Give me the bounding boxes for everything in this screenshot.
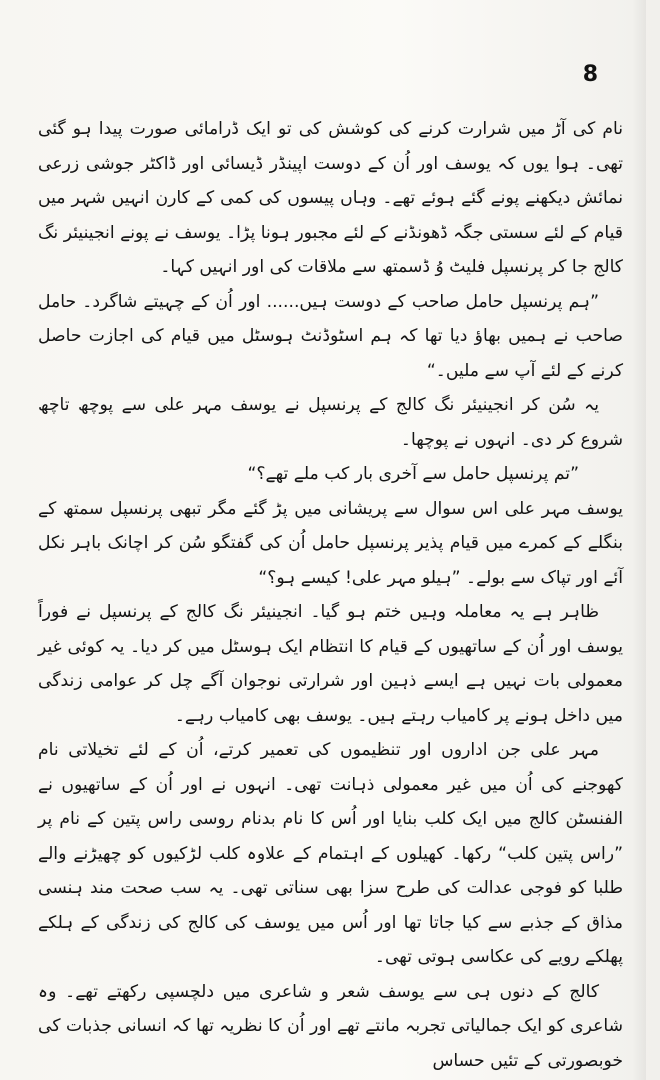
- page-edge-shadow: [632, 0, 646, 1080]
- body-text: [38, 112, 623, 1078]
- paragraph: نام کی آڑ میں شرارت کرنے کی کوشش کی تو ایک ڈرامائی صورت پیدا ہو گئی تھی۔ ہوا یوں کہ یوسف اور اُن کے دوست اپینڈر ڈیسائی اور ڈاکٹر جوشی زرعی نمائش دیکھنے پونے گئے ہوئے تھے۔ وہاں پیسوں کی کمی کے کارن انہیں شہر میں قیام کے لئے سستی جگہ ڈھونڈنے کے لئے مجبور ہونا پڑا۔ یوسف نے پونے انجینیئر نگ کالج جا کر پرنسپل فلیٹ وُ ڈسمتھ سے ملاقات کی اور انہیں کہا۔: [38, 119, 623, 277]
- paragraph: یوسف مہر علی اس سوال سے پریشانی میں پڑ گئے مگر تبھی پرنسپل سمتھ کے بنگلے کے کمرے میں قیام پذیر پرنسپل حامل اُن کی گفتگو سُن کر اچانک باہر نکل آئے اور تپاک سے بولے۔ ”ہیلو مہر علی! کیسے ہو؟“: [38, 498, 623, 588]
- paragraph-quote: ”ہم پرنسپل حامل صاحب کے دوست ہیں...... اور اُن کے چہیتے شاگرد۔ حامل صاحب نے ہمیں بھاؤ دیا تھا کہ ہم اسٹوڈنٹ ہوسٹل میں قیام کی اجازت حاصل کرنے کے لئے آپ سے ملیں۔“: [38, 291, 623, 381]
- paragraph: مہر علی جن اداروں اور تنظیموں کی تعمیر کرتے، اُن کے لئے تخیلاتی نام کھوجنے کی اُن میں غیر معمولی ذہانت تھی۔ انہوں نے اور اُن کے ساتھیوں نے الفنسٹن کالج میں ایک کلب بنایا اور اُس کا نام بدنام روسی راس پتین کے نام پر ”راس پتین کلب“ رکھا۔ کھیلوں کے اہتمام کے علاوہ کلب لڑکیوں کو چھیڑنے والے طلبا کو فوجی عدالت کی طرح سزا بھی سناتی تھی۔ یہ سب صحت مند ہنسی مذاق کے جذبے سے کیا جاتا تھا اور اُس میں یوسف کی کالج کی زندگی کے ہلکے پھلکے رویے کی عکاسی ہوتی تھی۔: [38, 740, 623, 967]
- paragraph: یہ سُن کر انجینیئر نگ کالج کے پرنسپل نے یوسف مہر علی سے پوچھ تاچھ شروع کر دی۔ انہوں نے پوچھا۔: [38, 395, 623, 450]
- paragraph: ظاہر ہے یہ معاملہ وہیں ختم ہو گیا۔ انجینیئر نگ کالج کے پرنسپل نے فوراً یوسف اور اُن کے ساتھیوں کے قیام کا انتظام ایک ہوسٹل میں کر دیا۔ یہ کوئی غیر معمولی بات نہیں ہے ایسے ذہین اور شرارتی نوجوان آگے چل کر عوامی زندگی میں داخل ہونے پر کامیاب رہتے ہیں۔ یوسف بھی کامیاب رہے۔: [38, 602, 623, 726]
- paragraph: کالج کے دنوں ہی سے یوسف شعر و شاعری میں دلچسپی رکھتے تھے۔ وہ شاعری کو ایک جمالیاتی تجربہ مانتے تھے اور اُن کا نظریہ تھا کہ انسانی جذبات کی خوبصورتی کے تئیں حساس: [38, 981, 623, 1071]
- paragraph-quote: ”تم پرنسپل حامل سے آخری بار کب ملے تھے؟“: [247, 464, 579, 484]
- page-number: 8: [582, 62, 598, 87]
